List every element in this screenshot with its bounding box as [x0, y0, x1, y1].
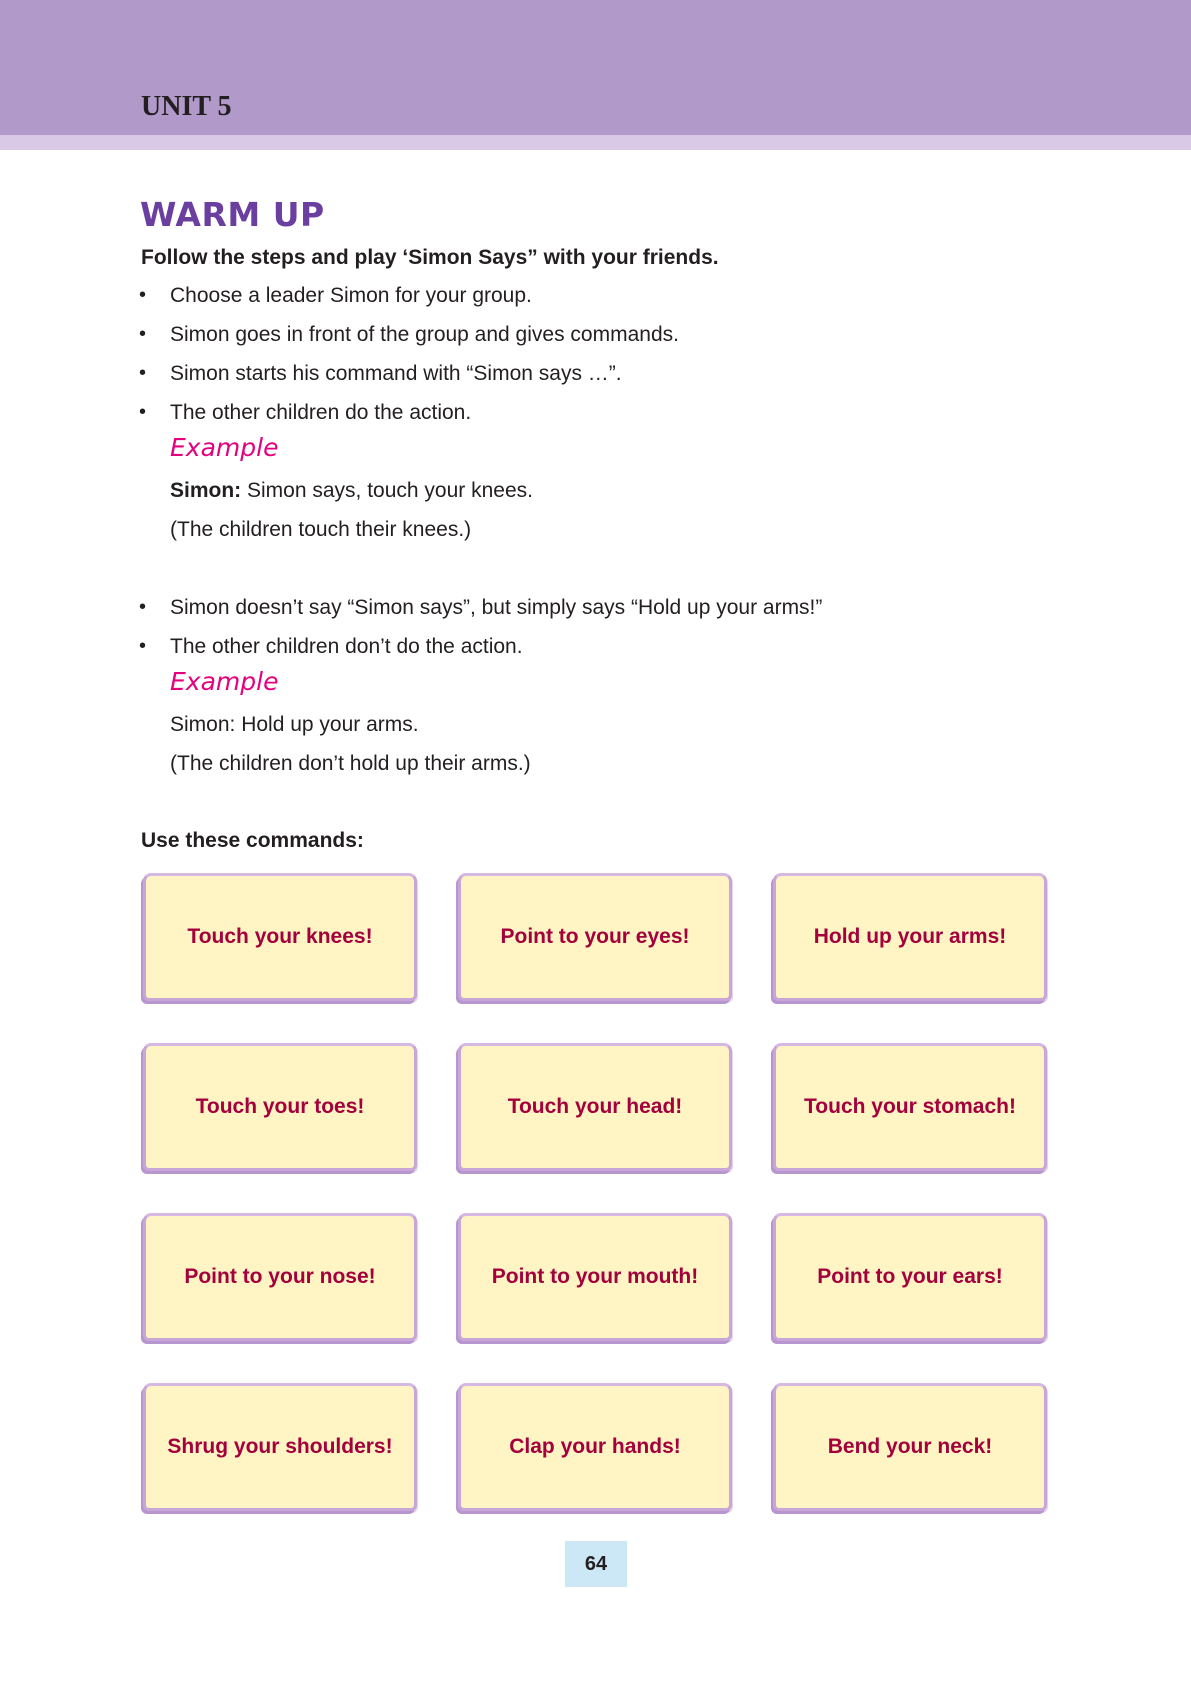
command-card: Clap your hands! — [458, 1383, 732, 1511]
step-item: Simon starts his command with “Simon says …”. — [170, 362, 622, 385]
command-card: Touch your toes! — [143, 1043, 417, 1171]
step-item: Simon goes in front of the group and gives commands. — [170, 323, 679, 346]
example-line — [170, 479, 533, 503]
example-label: Example — [170, 433, 279, 462]
step-item: The other children don’t do the action. — [170, 635, 523, 658]
command-card: Hold up your arms! — [773, 873, 1047, 1001]
command-card: Point to your ears! — [773, 1213, 1047, 1341]
command-card: Touch your stomach! — [773, 1043, 1047, 1171]
example-text: Simon says, touch your knees. — [241, 479, 533, 502]
command-card: Point to your mouth! — [458, 1213, 732, 1341]
example-result: (The children don’t hold up their arms.) — [170, 752, 531, 775]
bullet-icon: • — [139, 284, 147, 306]
example-line: Simon: Hold up your arms. — [170, 713, 419, 736]
bullet-icon: • — [139, 635, 147, 657]
step-item: The other children do the action. — [170, 401, 472, 424]
command-card: Point to your eyes! — [458, 873, 732, 1001]
section-title: WARM UP — [140, 195, 325, 234]
step-item: Simon doesn’t say “Simon says”, but simply says “Hold up your arms!” — [170, 596, 823, 619]
bullet-icon: • — [139, 401, 147, 423]
step-item: Choose a leader Simon for your group. — [170, 284, 532, 307]
command-card: Touch your head! — [458, 1043, 732, 1171]
page-number: 64 — [565, 1541, 627, 1587]
unit-label: UNIT 5 — [141, 91, 232, 122]
command-card: Touch your knees! — [143, 873, 417, 1001]
instructions-intro: Follow the steps and play ‘Simon Says” with your friends. — [141, 246, 719, 269]
bullet-icon: • — [139, 596, 147, 618]
bullet-icon: • — [139, 362, 147, 384]
command-card: Bend your neck! — [773, 1383, 1047, 1511]
example-result: (The children touch their knees.) — [170, 518, 472, 541]
command-card: Shrug your shoulders! — [143, 1383, 417, 1511]
command-card: Point to your nose! — [143, 1213, 417, 1341]
example-label: Example — [170, 667, 279, 696]
speaker-label: Simon: — [170, 479, 242, 502]
header-band-stripe — [0, 135, 1191, 150]
bullet-icon: • — [139, 323, 147, 345]
commands-heading: Use these commands: — [141, 829, 364, 852]
